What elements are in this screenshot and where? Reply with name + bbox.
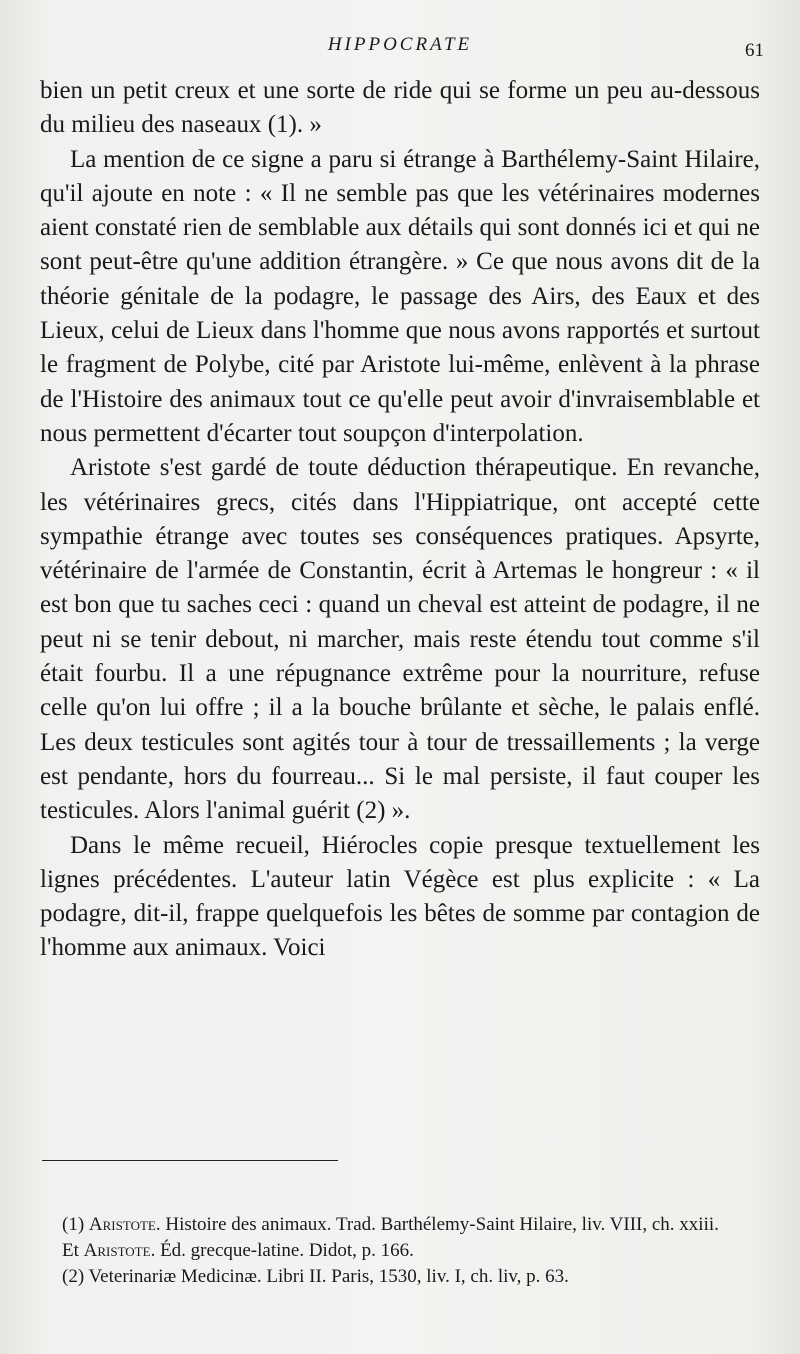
- main-text: [40, 74, 760, 966]
- footnote-author: Aristote.: [83, 1240, 156, 1261]
- paragraph-continued: bien un petit creux et une sorte de ride qui se forme un peu au-dessous du milieu des naseaux (1). »: [40, 77, 760, 139]
- footnote-text: Éd. grecque-latine. Didot, p. 166.: [160, 1240, 414, 1261]
- footnote-marker: (1): [62, 1214, 85, 1235]
- footnote-1: [40, 1212, 760, 1238]
- footnote-rule: [42, 1160, 338, 1161]
- footnote-lead: Et: [62, 1240, 79, 1261]
- paragraph: La mention de ce signe a paru si étrange à Barthélemy-Saint Hilaire, qu'il ajoute en note : « Il ne semble pas que les vétérinaires modernes aient constaté rien de semblable aux détails qui sont donnés ici et qui ne sont peut-être qu'une addition étrangère. » Ce que nous avons dit de la théorie génitale de la podagre, le passage des Airs, des Eaux et des Lieux, celui de Lieux dans l'homme que nous avons rapportés et surtout le fragment de Polybe, cité par Aristote lui-même, enlèvent à la phrase de l'Histoire des animaux tout ce qu'elle peut avoir d'invraisemblable et nous permettent d'écarter tout soupçon d'interpolation.: [40, 145, 760, 447]
- footnote-author: Aristote.: [88, 1214, 161, 1235]
- running-head: [40, 34, 764, 61]
- running-title: HIPPOCRATE: [327, 34, 473, 55]
- footnotes: [40, 1212, 760, 1290]
- footnote-text: Histoire des animaux. Trad. Barthélemy-Saint Hilaire, liv. VIII, ch. xxiii.: [165, 1214, 719, 1235]
- footnote-1-continued: [40, 1238, 760, 1264]
- paragraph: Aristote s'est gardé de toute déduction thérapeutique. En revanche, les vétérinaires grecs, cités dans l'Hippiatrique, ont accepté cette sympathie étrange avec toutes ses conséquences pratiques. Apsyrte, vétérinaire de l'armée de Constantin, écrit à Artemas le hongreur : « il est bon que tu saches ceci : quand un cheval est atteint de podagre, il ne peut ni se tenir debout, ni marcher, mais reste étendu tout comme s'il était fourbu. Il a une répugnance extrême pour la nourriture, refuse celle qu'on lui offre ; il a la bouche brûlante et sèche, le palais enflé. Les deux testicules sont agités tour à tour de tressaillements ; la verge est pendante, hors du fourreau... Si le mal persiste, il faut couper les testicules. Alors l'animal guérit (2) ».: [40, 454, 760, 825]
- footnote-2: (2) Veterinariæ Medicinæ. Libri II. Paris, 1530, liv. I, ch. liv, p. 63.: [62, 1266, 569, 1287]
- page-number: 61: [745, 40, 764, 61]
- paragraph: Dans le même recueil, Hiérocles copie presque textuellement les lignes précédentes. L'auteur latin Végèce est plus explicite : « La podagre, dit-il, frappe quelquefois les bêtes de somme par contagion de l'homme aux animaux. Voici: [40, 831, 760, 962]
